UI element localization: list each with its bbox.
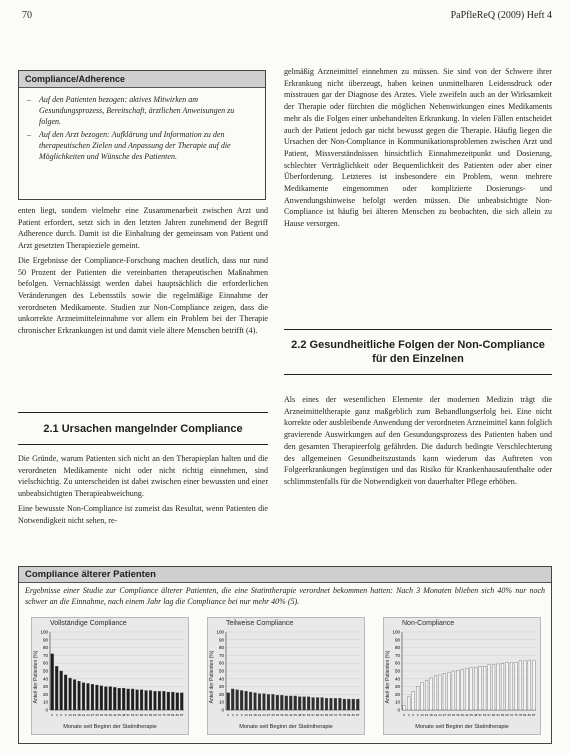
paragraph-health-consequences: Als eines der wesentlichen Elemente der modernen Medizin trägt die Arzneimitteltherapie ganz maßgeblich zum Behandlungserfolg bei. Eine nicht korrekte oder ausbleibende Anwendung der verordneten Arzneimittel kann folglich gravierende Auswirkungen auf den Gesundungsprozess des Patienten haben und den gesamten Therapieerfolg gefährden. Die dadurch bedingte Verschlechterung des allgemeinen Gesundheitszustands kann wiederum das Auftreten von Folgeerkrankungen begünstigen und das Risiko für Krankenhausaufenthalte oder schlimmstenfalls für die Notwendigkeit von dauerhafter Pflege erhöhen. — [284, 395, 552, 486]
paragraph-causes: gelmäßig Arzneimittel einnehmen zu müssen. Sie sind von der Schwere ihrer Erkrankung nicht überzeugt, haben keinen unmittelbaren Leidensdruck oder misstrauen gar der Diagnose des Arztes. Viele zweifeln auch an der Wirksamkeit der Therapie oder fürchten die möglichen Nebenwirkungen eines Medikaments mehr als die Folgen einer unbehandelten Erkrankung. In vielen Fällen entscheidet auch der Patient jedoch gar nicht bewusst gegen die Therapie. Häufig liegen die Ursachen der Non-Compliance in Kommunikationsproblemen zwischen Arzt und Patient, Missverständnissen hinsichtlich Einnahmezeitpunkt und Dosierung, schlechter Verträglichkeit oder Bequemlichkeit des Patienten oder aber einer Überforderung. Letzteres ist insbesondere ein Problem, wenn mehrere Medikamente eingenommen oder komplizierte Dosierungs- und Anwendungshinweise befolgt werden müssen. Die unbeabsichtigte Non-Compliance ist häufig bei älteren Menschen zu beobachten, die sich allein zu Hause versorgen. — [284, 67, 552, 229]
x-tick-label: 75 — [514, 713, 518, 717]
bar — [131, 689, 134, 710]
y-tick-label: 20 — [42, 691, 48, 697]
x-tick-label: 75 — [338, 713, 342, 717]
x-tick-label: 48 — [122, 713, 126, 717]
bar — [456, 670, 459, 710]
bar — [528, 660, 531, 710]
y-tick-label: 70 — [218, 652, 224, 658]
x-tick-label: 78 — [166, 713, 171, 717]
bar — [303, 697, 306, 710]
x-tick-label: 66 — [500, 713, 505, 717]
y-tick-label: 60 — [394, 660, 400, 666]
x-tick-label: 12 — [420, 713, 424, 717]
bar — [249, 692, 252, 710]
journal-reference: PaPfleReQ (2009) Heft 4 — [450, 10, 552, 21]
bar — [167, 692, 170, 710]
x-tick-label: 78 — [518, 713, 523, 717]
page-number: 70 — [22, 10, 32, 21]
x-tick-label: 69 — [505, 713, 509, 717]
x-tick-label: 42 — [113, 713, 117, 717]
bar — [403, 705, 406, 710]
y-tick-label: 50 — [42, 668, 48, 674]
elderly-box-title: Compliance älterer Patienten — [19, 567, 551, 583]
right-column-lower — [284, 394, 552, 491]
x-tick-label: 30 — [95, 713, 99, 717]
x-tick-label: 57 — [311, 713, 315, 717]
bar — [465, 669, 468, 710]
paragraph-research-results: Die Ergebnisse der Compliance-Forschung machen deutlich, dass nur rund 50 Prozent der Patienten die vereinbarten therapeutischen Maßnahmen befolgen. Vernachlässigt werden dabei hauptsächlich die erforderlichen Veränderungen des Lebensstils sowie die regelmäßige Einnahme der verordneten Medikamente. Studien zur Non-Compliance zeigen, dass die unkorrekte Arzneimitteleinnahme vor allem ein Problem bei der Therapie chronischer Erkrankungen ist und damit viele ältere Menschen betrifft (4). — [18, 255, 268, 336]
chart-full-compliance-xlabel: Monate seit Beginn der Statintherapie — [63, 724, 157, 730]
y-tick-label: 10 — [218, 699, 224, 705]
y-tick-label: 70 — [42, 652, 48, 658]
bar — [316, 698, 319, 710]
section-heading-2-1: 2.1 Ursachen mangelnder Compliance — [18, 412, 268, 445]
bar — [78, 681, 81, 710]
y-tick-label: 30 — [394, 684, 400, 690]
y-tick-label: 80 — [394, 645, 400, 651]
compliance-definition-box — [18, 70, 266, 200]
y-tick-label: 20 — [218, 691, 224, 697]
bar — [104, 687, 107, 710]
x-tick-label: 48 — [298, 713, 302, 717]
bar — [245, 691, 248, 710]
y-tick-label: 100 — [392, 629, 400, 635]
bar — [227, 693, 230, 710]
bar — [523, 661, 526, 710]
y-tick-label: 20 — [394, 691, 400, 697]
y-tick-label: 90 — [218, 637, 224, 643]
bar — [321, 698, 324, 710]
bar — [339, 698, 342, 710]
bar — [343, 699, 346, 710]
y-tick-label: 80 — [42, 645, 48, 651]
paragraph-adherence: enten liegt, sondern vielmehr eine Zusammenarbeit zwischen Arzt und Patient erfordert, setzt sich in den letzten Jahren zunehmend der Begriff Adherence durch. Damit ist die Einhaltung der gemeinsam von Patient und Arzt gesetzten Therapieziele gemeint. — [18, 206, 268, 251]
bar — [276, 695, 279, 710]
x-tick-label: 24 — [438, 713, 442, 717]
y-tick-label: 30 — [218, 684, 224, 690]
x-tick-label: 24 — [262, 713, 266, 717]
x-tick-label: 6 — [60, 713, 63, 717]
bar — [149, 691, 152, 711]
x-tick-label: 63 — [496, 713, 500, 717]
bar — [280, 695, 283, 710]
x-tick-label: 54 — [130, 713, 135, 717]
bar — [118, 688, 121, 710]
bar — [488, 665, 491, 710]
bar — [171, 692, 174, 710]
bar — [452, 671, 455, 710]
x-tick-label: 81 — [171, 713, 175, 717]
bar — [352, 699, 355, 710]
x-tick-label: 27 — [266, 713, 271, 717]
bar — [113, 687, 116, 710]
chart-partial-compliance — [207, 617, 365, 735]
y-tick-label: 0 — [221, 707, 224, 713]
x-tick-label: 57 — [135, 713, 139, 717]
x-tick-label: 39 — [284, 713, 288, 717]
bar — [425, 680, 428, 710]
x-tick-label: 36 — [456, 713, 460, 717]
bar — [87, 683, 90, 710]
bar — [515, 662, 518, 710]
bar — [532, 660, 535, 710]
bar — [64, 675, 67, 710]
bar — [176, 693, 179, 710]
chart-non-compliance-ylabel: Anteil der Patienten (%) — [385, 650, 391, 704]
x-tick-label: 87 — [356, 713, 360, 717]
bar — [416, 687, 419, 710]
x-tick-label: 72 — [157, 713, 162, 717]
bar — [136, 690, 139, 710]
bar — [289, 696, 292, 710]
y-tick-label: 100 — [40, 629, 48, 635]
elderly-box-text: Ergebnisse einer Studie zur Compliance älterer Patienten, die eine Statintherapie verordnet bekommen hatten: Nach 3 Monaten blieben sich 40% nur noch schwer an die Einnahme, nach einem Jahr lag die Compliance bei nur mehr 40% (5). — [25, 586, 545, 606]
x-tick-label: 54 — [482, 713, 487, 717]
bar — [474, 667, 477, 710]
bar — [325, 698, 328, 710]
bar — [60, 671, 63, 710]
bar — [231, 689, 234, 710]
x-tick-label: 51 — [478, 713, 482, 717]
chart-partial-compliance-xlabel: Monate seit Beginn der Statintherapie — [239, 724, 333, 730]
bar — [443, 673, 446, 710]
chart-full-compliance — [31, 617, 189, 735]
x-tick-label: 27 — [442, 713, 447, 717]
x-tick-label: 63 — [320, 713, 324, 717]
x-tick-label: 12 — [244, 713, 248, 717]
bar — [439, 675, 442, 710]
chart-non-compliance-svg — [384, 618, 540, 734]
x-tick-label: 72 — [333, 713, 338, 717]
x-tick-label: 42 — [465, 713, 469, 717]
y-tick-label: 50 — [218, 668, 224, 674]
x-tick-label: 21 — [81, 713, 86, 717]
left-column-lower — [18, 453, 268, 529]
bar — [285, 696, 288, 710]
x-tick-label: 15 — [424, 713, 429, 717]
paragraph-reasons: Die Gründe, warum Patienten sich nicht an den Therapieplan halten und die verordneten Medikamente nicht oder nicht richtig einnehmen, sind vielschichtig. Zu unterscheiden ist dabei zwischen einer bewussten und einer unbeabsichtigten Therapieabweichung. — [18, 454, 268, 499]
x-tick-label: 45 — [293, 713, 297, 717]
bar — [448, 673, 451, 710]
y-tick-label: 50 — [394, 668, 400, 674]
bar — [69, 678, 72, 710]
y-tick-label: 10 — [394, 699, 400, 705]
bar — [294, 696, 297, 710]
bar — [407, 697, 410, 710]
x-tick-label: 63 — [144, 713, 148, 717]
x-tick-label: 39 — [460, 713, 464, 717]
bar — [298, 697, 301, 710]
y-tick-label: 90 — [42, 637, 48, 643]
bar — [307, 697, 310, 710]
bar — [312, 698, 315, 710]
y-tick-label: 70 — [394, 652, 400, 658]
bar — [501, 663, 504, 710]
x-tick-label: 3 — [231, 713, 234, 717]
bar — [483, 666, 486, 710]
chart-full-compliance-svg — [32, 618, 188, 734]
x-tick-label: 21 — [433, 713, 438, 717]
bar — [240, 691, 243, 711]
bar — [356, 699, 359, 710]
x-tick-label: 45 — [117, 713, 121, 717]
chart-partial-compliance-label: Teilweise Compliance — [226, 620, 294, 627]
y-tick-label: 100 — [216, 629, 224, 635]
x-tick-label: 51 — [126, 713, 130, 717]
left-column-upper — [18, 205, 268, 340]
bar — [91, 684, 94, 710]
chart-non-compliance — [383, 617, 541, 735]
x-tick-label: 66 — [324, 713, 329, 717]
definition-item-doctor: – Auf den Arzt bezogen: Aufklärung und Information zu den therapeutischen Zielen und Anpassung der Therapie auf die Möglichkeiten und Wünsche des Patienten. — [27, 129, 257, 162]
bar — [122, 688, 125, 710]
y-tick-label: 80 — [218, 645, 224, 651]
x-tick-label: 69 — [153, 713, 157, 717]
x-tick-label: 87 — [180, 713, 184, 717]
bar — [330, 698, 333, 710]
bar — [421, 683, 424, 710]
x-tick-label: 51 — [302, 713, 306, 717]
x-tick-label: 9 — [240, 713, 243, 717]
x-tick-label: 30 — [447, 713, 451, 717]
x-tick-label: 48 — [474, 713, 478, 717]
x-tick-label: 33 — [275, 713, 280, 717]
x-tick-label: 15 — [248, 713, 253, 717]
right-column-upper — [284, 66, 552, 233]
x-tick-label: 30 — [271, 713, 275, 717]
elderly-compliance-box — [18, 566, 552, 744]
bar — [470, 668, 473, 710]
bar — [109, 687, 112, 710]
chart-partial-compliance-svg — [208, 618, 364, 734]
x-tick-label: 60 — [139, 713, 144, 717]
x-tick-label: 27 — [90, 713, 95, 717]
bar — [267, 694, 270, 710]
x-tick-label: 45 — [469, 713, 473, 717]
bar — [434, 676, 437, 710]
x-tick-label: 84 — [527, 713, 531, 717]
section-heading-2-2: 2.2 Gesundheitliche Folgen der Non-Compliance für den Einzelnen — [284, 329, 552, 375]
definition-box-title: Compliance/Adherence — [19, 71, 265, 88]
x-tick-label: 9 — [416, 713, 419, 717]
x-tick-label: 60 — [315, 713, 320, 717]
bar — [492, 665, 495, 710]
definition-item-patient: – Auf den Patienten bezogen: aktives Mitwirken am Gesundungsprozess, Bereitschaft, ärztlichen Anweisungen zu folgen. — [27, 94, 257, 127]
bar — [100, 686, 103, 710]
x-tick-label: 18 — [429, 713, 433, 717]
x-tick-label: 6 — [412, 713, 415, 717]
x-tick-label: 21 — [257, 713, 262, 717]
chart-non-compliance-label: Non-Compliance — [402, 620, 455, 627]
x-tick-label: 42 — [289, 713, 293, 717]
x-tick-label: 3 — [55, 713, 58, 717]
bar — [96, 685, 99, 710]
paragraph-intentional-noncompliance: Eine bewusste Non-Compliance ist zumeist das Resultat, wenn Patienten die Notwendigkeit nicht sehen, re- — [18, 503, 268, 525]
bar — [154, 691, 157, 710]
y-tick-label: 0 — [45, 707, 48, 713]
bar — [158, 691, 161, 710]
bar — [479, 666, 482, 710]
bar — [519, 661, 522, 710]
bar — [127, 689, 130, 710]
page-header — [22, 10, 552, 24]
chart-full-compliance-label: Vollständige Compliance — [50, 620, 127, 627]
x-tick-label: 9 — [64, 713, 67, 717]
x-tick-label: 24 — [86, 713, 90, 717]
x-tick-label: 81 — [523, 713, 527, 717]
bar — [145, 691, 148, 711]
x-tick-label: 0 — [51, 713, 54, 717]
chart-partial-compliance-ylabel: Anteil der Patienten (%) — [209, 650, 215, 704]
x-tick-label: 36 — [104, 713, 108, 717]
x-tick-label: 33 — [99, 713, 104, 717]
x-tick-label: 6 — [236, 713, 239, 717]
x-tick-label: 54 — [306, 713, 311, 717]
y-tick-label: 40 — [394, 676, 400, 682]
chart-full-compliance-ylabel: Anteil der Patienten (%) — [33, 650, 39, 704]
x-tick-label: 15 — [72, 713, 77, 717]
bar — [506, 662, 509, 710]
y-tick-label: 30 — [42, 684, 48, 690]
x-tick-label: 0 — [227, 713, 230, 717]
x-tick-label: 18 — [77, 713, 81, 717]
bar — [180, 693, 183, 710]
x-tick-label: 81 — [347, 713, 351, 717]
bar — [55, 666, 58, 710]
x-tick-label: 84 — [351, 713, 355, 717]
bar — [73, 680, 76, 710]
bar — [236, 690, 239, 710]
bar — [140, 690, 143, 710]
bar — [263, 694, 266, 710]
x-tick-label: 78 — [342, 713, 347, 717]
bar — [430, 678, 433, 710]
bar — [272, 694, 275, 710]
y-tick-label: 90 — [394, 637, 400, 643]
x-tick-label: 36 — [280, 713, 284, 717]
chart-non-compliance-xlabel: Monate seit Beginn der Statintherapie — [415, 724, 509, 730]
x-tick-label: 18 — [253, 713, 257, 717]
bar — [347, 699, 350, 710]
bar — [497, 664, 500, 710]
x-tick-label: 75 — [162, 713, 166, 717]
bar — [51, 654, 54, 710]
x-tick-label: 33 — [451, 713, 456, 717]
definition-list — [27, 94, 257, 162]
bar — [461, 669, 464, 710]
y-tick-label: 60 — [42, 660, 48, 666]
bar — [412, 691, 415, 710]
bar — [254, 693, 257, 710]
bar — [82, 683, 85, 710]
x-tick-label: 60 — [491, 713, 496, 717]
x-tick-label: 66 — [148, 713, 153, 717]
x-tick-label: 72 — [509, 713, 514, 717]
y-tick-label: 40 — [218, 676, 224, 682]
y-tick-label: 60 — [218, 660, 224, 666]
y-tick-label: 10 — [42, 699, 48, 705]
bar — [163, 691, 166, 710]
x-tick-label: 0 — [403, 713, 406, 717]
x-tick-label: 12 — [68, 713, 72, 717]
x-tick-label: 39 — [108, 713, 112, 717]
bar — [334, 698, 337, 710]
x-tick-label: 57 — [487, 713, 491, 717]
x-tick-label: 87 — [532, 713, 536, 717]
x-tick-label: 69 — [329, 713, 333, 717]
y-tick-label: 0 — [397, 707, 400, 713]
x-tick-label: 3 — [407, 713, 410, 717]
bar — [510, 662, 513, 710]
bar — [258, 694, 261, 710]
y-tick-label: 40 — [42, 676, 48, 682]
x-tick-label: 84 — [175, 713, 179, 717]
